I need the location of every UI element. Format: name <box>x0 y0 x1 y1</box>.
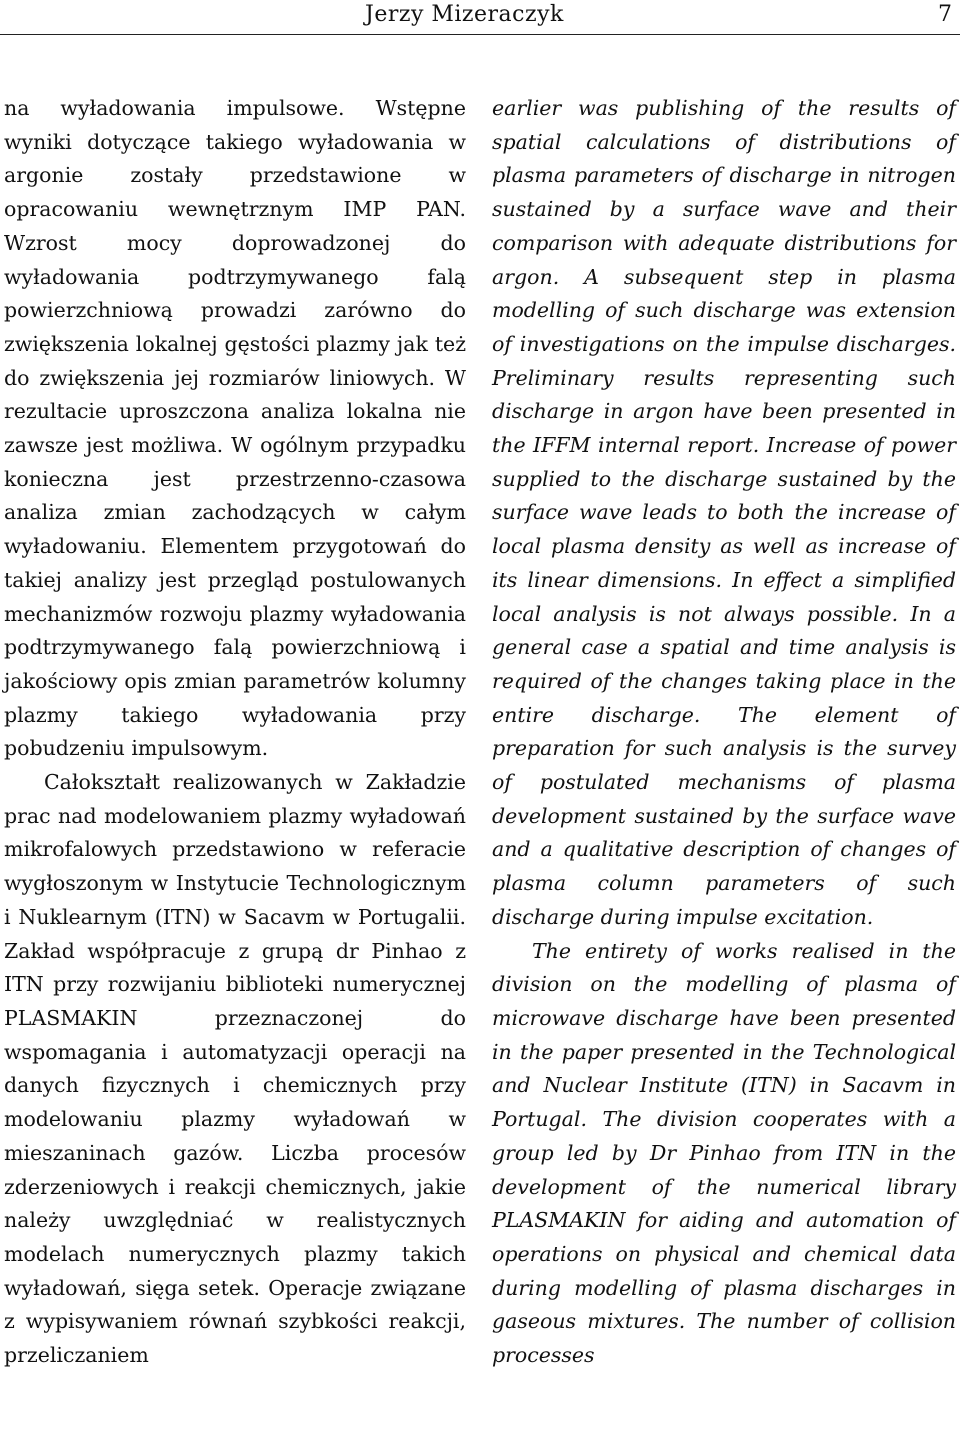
running-header <box>0 0 960 35</box>
right-paragraph-2: The entirety of works realised in the division on the modelling of plasma of microwave discharge have been presented in the paper presented in the Technological and Nuclear Institute (ITN) in Sacavm in Portugal. The division cooperates with a group led by Dr Pinhao from ITN in the development of the numerical library PLASMAKIN for aiding and automation of operations on physical and chemical data during modelling of plasma discharges in gaseous mixtures. The number of collision processes <box>492 938 956 1368</box>
right-column-english <box>492 92 956 1373</box>
left-column-polish <box>4 92 466 1373</box>
header-author: Jerzy Mizeraczyk <box>365 2 564 27</box>
left-paragraph-1: na wyładowania impulsowe. Wstępne wyniki dotyczące takiego wyładowania w argonie zostały przedstawione w opracowaniu wewnętrznym IMP PAN. Wzrost mocy doprowadzonej do wyładowania podtrzymywanego falą powierzchniową prowadzi zarówno do zwiększenia lokalnej gęstości plazmy jak też do zwiększenia jej rozmiarów liniowych. W rezultacie uproszczona analiza lokalna nie zawsze jest możliwa. W ogólnym przypadku konieczna jest przestrzenno-czasowa analiza zmian zachodzących w całym wyładowaniu. Elementem przygotowań do takiej analizy jest przegląd postulowanych mechanizmów rozwoju plazmy wyładowania podtrzymywanego falą powierzchniową i jakościowy opis zmian parametrów kolumny plazmy takiego wyładowania przy pobudzeniu impulsowym. <box>4 96 466 761</box>
page-number: 7 <box>938 2 952 27</box>
left-paragraph-2: Całokształt realizowanych w Zakładzie prac nad modelowaniem plazmy wyładowań mikrofalowych przedstawiono w referacie wygłoszonym w Instytucie Technologicznym i Nuklearnym (ITN) w Sacavm w Portugalii. Zakład współpracuje z grupą dr Pinhao z ITN przy rozwijaniu biblioteki numerycznej PLASMAKIN przeznaczonej do wspomagania i automatyzacji operacji na danych fizycznych i chemicznych przy modelowaniu plazmy wyładowań w mieszaninach gazów. Liczba procesów zderzeniowych i reakcji chemicznych, jakie należy uwzględniać w realistycznych modelach numerycznych plazmy takich wyładowań, sięga setek. Operacje związane z wypisywaniem równań szybkości reakcji, przeliczaniem <box>4 770 466 1368</box>
right-paragraph-1: earlier was publishing of the results of spatial calculations of distributions of plasma parameters of discharge in nitrogen sustained by a surface wave and their comparison with adequate distributions for argon. A subsequent step in plasma modelling of such discharge was extension of investigations on the impulse discharges. Preliminary results representing such discharge in argon have been presented in the IFFM internal report. Increase of power supplied to the discharge sustained by the surface wave leads to both the increase of local plasma density as well as increase of its linear dimensions. In effect a simplified local analysis is not always possible. In a general case a spatial and time analysis is required of the changes taking place in the entire discharge. The element of preparation for such analysis is the survey of postulated mechanisms of plasma development sustained by the surface wave and a qualitative description of changes of plasma column parameters of such discharge during impulse excitation. <box>492 96 956 929</box>
